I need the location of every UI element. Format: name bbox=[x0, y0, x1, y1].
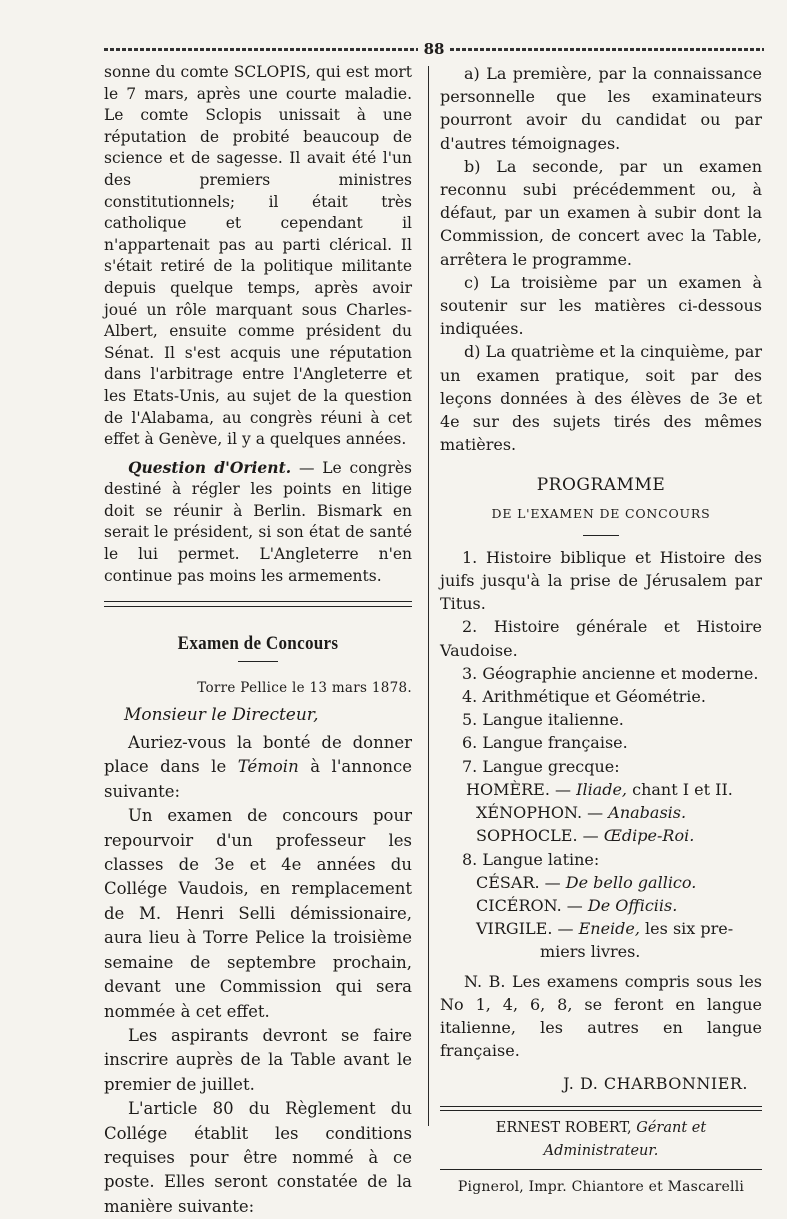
work-detail: chant I et II. bbox=[627, 779, 733, 799]
author-name: SOPHOCLE. bbox=[476, 826, 578, 846]
work-title: De bello gallico. bbox=[565, 872, 697, 892]
condition-d: d) La quatrième et la cinquième, par un examen pratique, soit par des leçons données à des élèves de 3e et 4e sur des sujets tirés des mêmes matières. bbox=[440, 342, 762, 455]
work-title: Iliade, bbox=[576, 779, 628, 799]
header-rule-right bbox=[450, 48, 764, 51]
condition-a: a) La première, par la connaissance personnelle que les examinateurs pourront avoir du candidat ou par d'autres témoignages. bbox=[440, 64, 762, 153]
list-item: 4. Arithmétique et Géométrie. bbox=[462, 687, 706, 707]
orient-paragraph bbox=[104, 457, 412, 588]
orient-heading: Question d'Orient. bbox=[128, 457, 292, 477]
salutation: Monsieur le Directeur, bbox=[124, 705, 319, 726]
list-item: 2. Histoire générale et Histoire Vaudoise. bbox=[440, 617, 762, 660]
author-name: HOMÈRE. bbox=[466, 779, 550, 799]
letter-paragraph-4: L'article 80 du Règlement du Collége établit les conditions requises pour être nommé à ce poste. Elles seront constatée de la manière suivante: bbox=[104, 1099, 412, 1216]
latin-continuation: miers livres. bbox=[540, 942, 641, 962]
list-item: 5. Langue italienne. bbox=[462, 710, 624, 730]
latin-author-line: CICÉRON. — De Officiis. bbox=[476, 895, 678, 915]
nota-bene: N. B. Les examens compris sous les No 1, 4, 6, 8, se feront en langue italienne, les autres en langue française. bbox=[440, 971, 762, 1061]
column-divider bbox=[428, 66, 429, 1126]
author-name: XÉNOPHON. bbox=[476, 803, 583, 823]
signature: J. D. CHARBONNIER. bbox=[563, 1074, 748, 1094]
orient-text: — Le congrès destiné à régler les points en litige doit se réunir à Berlin. Bismark en serait le président, si son état de santé le lui permet. L'Angleterre n'en continue pas moins les armements. bbox=[104, 458, 412, 585]
greek-author-line: XÉNOPHON. — Anabasis. bbox=[476, 803, 687, 823]
letter-paragraph-2: Un examen de concours pour repourvoir d'un professeur les classes de 3e et 4e années du Collége Vaudois, en remplacement de M. Henri Selli démissionaire, aura lieu à Torre Pelice la troisième semaine de septembre prochain, devant une Commission qui sera nommée à cet effet. bbox=[104, 806, 412, 1021]
footer-printer: Pignerol, Impr. Chiantore et Mascarelli bbox=[457, 1178, 745, 1195]
section-title: Examen de Concours bbox=[177, 633, 339, 655]
list-item: 1. Histoire biblique et Histoire des juifs jusqu'à la prise de Jérusalem par Titus. bbox=[440, 547, 762, 614]
programme-subtitle: DE L'EXAMEN DE CONCOURS bbox=[491, 505, 711, 521]
sclopis-paragraph: sonne du comte SCLOPIS, qui est mort le 7 mars, après une courte maladie. Le comte Sclopis unissait à une réputation de probité beaucoup de science et de sagesse. Il avait été l'un des premiers ministres constitutionnels; il était très catholique et cependant il n'appartenait pas au parti clérical. Il s'était retiré de la politique militante depuis quelque temps, après avoir joué un rôle marquant sous Charles-Albert, ensuite comme président du Sénat. Il s'est acquis une réputation dans l'arbitrage entre l'Angleterre et les Etats-Unis, au sujet de la question de l'Alabama, au congrès réuni à cet effet à Genève, il y a quelques années. bbox=[104, 63, 412, 449]
latin-author-line: VIRGILE. — Eneide, les six pre- bbox=[476, 919, 734, 939]
footer-publisher bbox=[440, 1117, 762, 1163]
work-title: De Officiis. bbox=[587, 895, 678, 915]
page-header bbox=[104, 38, 764, 60]
footer-rule bbox=[440, 1106, 762, 1111]
author-name: CICÉRON. bbox=[476, 895, 562, 915]
author-name: CÉSAR. bbox=[476, 872, 540, 892]
letter-body bbox=[104, 731, 412, 1219]
header-rule-left bbox=[104, 48, 418, 51]
right-column bbox=[440, 62, 762, 1199]
list-item: 3. Géographie ancienne et moderne. bbox=[462, 663, 759, 683]
condition-c: c) La troisième par un examen à soutenir sur les matières ci-dessous indiquées. bbox=[440, 272, 762, 339]
list-item: 6. Langue française. bbox=[462, 733, 628, 753]
condition-b: b) La seconde, par un examen reconnu subi précédemment ou, à défaut, par un examen à subir dont la Commission, de concert avec la Table, arrêtera le programme. bbox=[440, 156, 762, 269]
footer-divider bbox=[440, 1169, 762, 1170]
work-detail: les six pre- bbox=[639, 919, 734, 939]
greek-author-line: SOPHOCLE. — Œdipe-Roi. bbox=[476, 826, 695, 846]
letter-paragraph-3: Les aspirants devront se faire inscrire auprès de la Table avant le premier de juillet. bbox=[104, 1025, 412, 1094]
title-rule bbox=[238, 661, 278, 662]
list-item: 7. Langue grecque: bbox=[462, 756, 620, 776]
section-separator bbox=[104, 601, 412, 607]
letter-p1-text-a: Auriez-vous la bonté de donner place dans le bbox=[104, 733, 412, 777]
page-number: 88 bbox=[423, 40, 445, 58]
work-title: Anabasis. bbox=[608, 803, 687, 823]
letter-p1-text-b: à l'annonce suivante: bbox=[104, 757, 413, 801]
temoin-title: Témoin bbox=[237, 757, 299, 777]
programme-rule bbox=[583, 535, 619, 536]
publisher-name: ERNEST ROBERT, bbox=[495, 1119, 632, 1136]
left-column bbox=[104, 62, 412, 1219]
list-item: 8. Langue latine: bbox=[462, 849, 600, 869]
latin-author-line: CÉSAR. — De bello gallico. bbox=[476, 872, 697, 892]
letter-paragraph-1 bbox=[104, 731, 412, 804]
publisher-role: Gérant et Administrateur. bbox=[543, 1119, 707, 1159]
author-name: VIRGILE. bbox=[476, 919, 553, 939]
dateline: Torre Pellice le 13 mars 1878. bbox=[197, 679, 412, 696]
programme-title: PROGRAMME bbox=[536, 475, 666, 496]
greek-author-line: HOMÈRE. — Iliade, chant I et II. bbox=[466, 779, 733, 799]
work-title: Œdipe-Roi. bbox=[603, 826, 695, 846]
work-title: Eneide, bbox=[578, 919, 640, 939]
